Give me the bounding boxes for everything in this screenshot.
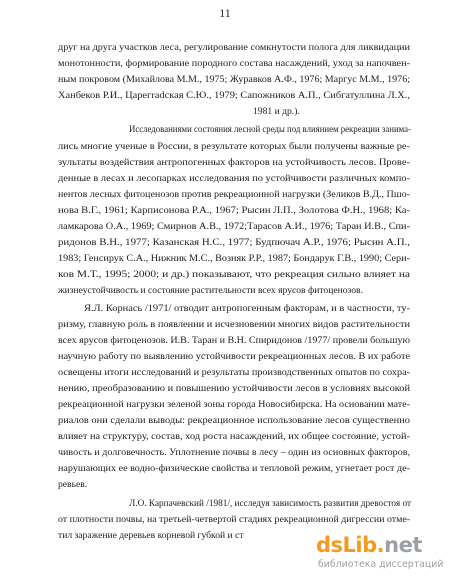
text-line-content: риалов они сделали выводы: рекреационное использование лесов существенно (58, 415, 410, 426)
text-line-content: научную работу по выявлению устойчивости рекреационных лесов. В их работе (58, 351, 410, 362)
text-line (58, 415, 410, 427)
text-line-content: ным покровом (Михайлова М.М., 1975; Журавков А.Ф., 1976; Маргус М.М., 1976; (58, 74, 410, 85)
text-line-content: монотонности, формирование породного состава насаждений, уход за напочвен- (58, 58, 410, 69)
text-line-content: ревьев. (58, 479, 88, 490)
text-line-content: освещены итоги исследований и результаты производственных опытов по сохра- (58, 367, 410, 378)
text-line (58, 463, 410, 475)
text-line (58, 319, 410, 331)
text-line-content: ков М.Т., 1995; 2000; и др.) показывают, что рекреация сильно влияет на (58, 269, 411, 280)
text-line (129, 124, 411, 136)
text-line-content: всех ярусов фитоценозов. И.В. Таран и В.Н. Спиридонов /1977/ провели большую (58, 335, 411, 346)
watermark-caption: библиотека диссертаций (318, 559, 444, 570)
text-line (58, 530, 244, 542)
text-line-content: 1983; Генсирук С.А., Нижник М.С., Возняк Р.Р., 1987; Бондарук Г.В., 1990; Сери- (58, 253, 411, 264)
text-line (58, 383, 410, 395)
text-line-content: нентов лесных фитоценозов против рекреационной нагрузки (Зеликов В.Д., Пшо- (58, 189, 411, 200)
text-line-content: лись многие ученые в России, в результате которых были получены важные ре- (58, 141, 411, 152)
logo-dot: . (376, 533, 385, 557)
text-line (58, 90, 410, 102)
text-line-content: нова В.Г., 1961; Карписонова Р.А., 1967; Рысин Л.П., Золотова Ф.Н., 1968; Ка- (58, 205, 411, 216)
text-line (58, 335, 410, 347)
text-line (58, 399, 410, 411)
text-line (58, 42, 410, 54)
text-line (58, 479, 87, 491)
text-line-content: 1981 и др.). (253, 106, 300, 117)
text-line-content: нарушающих ее водно-физические свойства и тепловой режим, угнетает рост де- (58, 463, 410, 474)
text-line (58, 237, 410, 249)
text-line-content: рекреационной нагрузки зеленой зоны города Новосибирска. На основании мате- (58, 399, 410, 410)
text-line (58, 269, 410, 281)
text-line-content: Исследованиями состояния лесной среды под влиянием рекреации занима- (129, 124, 411, 135)
dslib-watermark (312, 531, 448, 577)
text-line (58, 205, 410, 217)
text-line (58, 351, 410, 363)
text-line-content: жизнеустойчивость и состояние растительности всех ярусов фитоценозов. (58, 285, 363, 296)
text-line-content: влияет на структуру, состав, ход роста насаждений, их общее состояние, устой- (58, 431, 411, 442)
text-line-content: ридонов В.Н., 1977; Казанская Н.С., 1977; Будпючач А.Р., 1976; Рысин А.П., (58, 237, 411, 248)
text-line (58, 367, 410, 379)
text-line (58, 221, 410, 233)
text-line-content: от плотности почвы, на третьей-четвертой стадиях рекреационной дигрессии отме- (58, 514, 410, 525)
text-line (58, 431, 410, 443)
text-line (58, 141, 410, 153)
text-line (58, 58, 410, 70)
text-line (253, 106, 300, 118)
text-line (84, 303, 410, 315)
text-line-content: Я.Л. Корнась /1971/ отводит антропогенным факторам, и в частности, ту- (84, 303, 410, 314)
text-line (58, 514, 410, 526)
dslib-logo (316, 533, 422, 557)
text-line-content: ламкарова О.А., 1969; Смирнов А.В., 1972;Тарасов А.И., 1976; Таран И.В., Спи- (58, 221, 410, 232)
text-line (58, 253, 410, 265)
logo-ds: ds (316, 533, 343, 557)
text-line (58, 173, 410, 185)
text-line-content: Ханбеков Р.И., Царегradская С.Ю., 1979; Сапожников А.П., Сибгатуллина Л.Х., (58, 90, 410, 101)
text-line (58, 157, 410, 169)
text-line-content: денные в лесах и лесопарках исследования по устойчивости различных компо- (58, 173, 410, 184)
logo-lib: Lib (342, 533, 377, 557)
text-line-content: тил заражение деревьев корневой губкой и ст (58, 530, 244, 541)
text-line-content: нению, преобразованию и повышению устойчивости лесов в условиях высокой (58, 383, 410, 394)
text-line-content: Л.О. Карпачевский /1981/, исследуя зависимость развития древостоя от (129, 498, 411, 509)
text-line (58, 285, 363, 297)
text-line-content: друг на друга участков леса, регулирование сомкнутости полога для ликвидации (58, 42, 410, 53)
text-line (58, 447, 410, 459)
text-line-content: зультаты воздействия антропогенных факторов на устойчивость лесов. Прове- (58, 157, 410, 168)
text-line (58, 74, 410, 86)
text-line-content: чивость и долговечность. Уплотнение почвы в лесу – один из основных факторов, (58, 447, 410, 458)
text-line (58, 189, 410, 201)
logo-net: net (384, 533, 422, 557)
text-line (129, 498, 411, 510)
text-line-content: ризму, главную роль в появлении и исчезновении многих видов растительности (58, 319, 410, 330)
page-number: 11 (219, 6, 231, 20)
